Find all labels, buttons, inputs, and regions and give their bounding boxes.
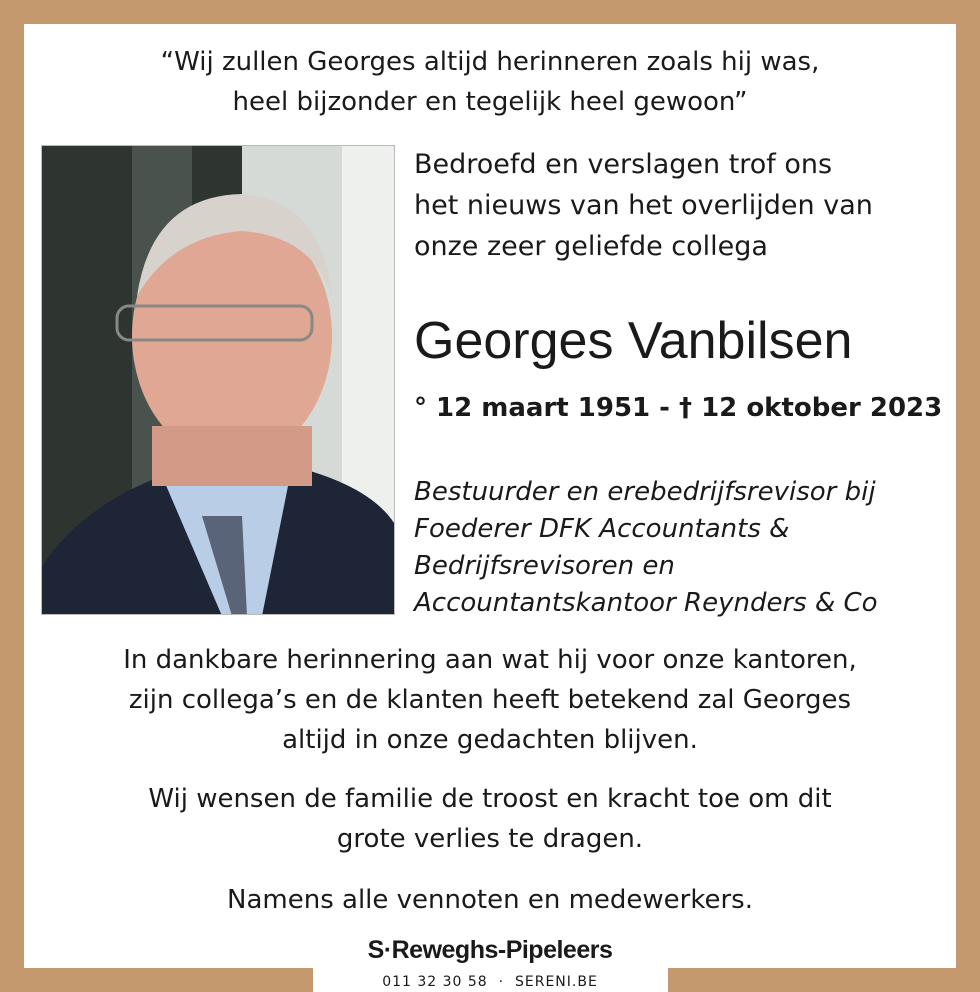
intro-text: [414, 144, 873, 267]
paragraph-line: zijn collega’s en de klanten heeft betekend zal Georges: [128, 685, 852, 715]
paragraph-line: Wij wensen de familie de troost en kracht toe om dit: [148, 784, 832, 814]
signature: Namens alle vennoten en medewerkers.: [227, 885, 753, 915]
intro-line: Bedroefd en verslagen trof ons: [414, 149, 833, 180]
condolence-paragraph: [24, 779, 956, 859]
intro-line: het nieuws van het overlijden van: [414, 190, 873, 221]
role-line: Foederer DFK Accountants &: [414, 514, 790, 544]
paragraph-line: grote verlies te dragen.: [336, 824, 644, 854]
paragraph-line: altijd in onze gedachten blijven.: [282, 725, 698, 755]
phone-number: 011 32 30 58: [382, 974, 488, 990]
portrait-photo: [41, 145, 395, 615]
life-dates: ° 12 maart 1951 - † 12 oktober 2023: [414, 393, 943, 423]
quote-line: heel bijzonder en tegelijk heel gewoon”: [232, 87, 748, 117]
intro-line: onze zeer geliefde collega: [414, 231, 768, 262]
quote: [24, 42, 956, 122]
paragraph-line: In dankbare herinnering aan wat hij voor onze kantoren,: [123, 645, 857, 675]
role-description: [414, 474, 878, 622]
deceased-name: Georges Vanbilsen: [414, 312, 853, 370]
role-line: Bedrijfsrevisoren en: [414, 551, 675, 581]
footer-contact: [300, 974, 680, 990]
role-line: Accountantskantoor Reynders & Co: [414, 588, 878, 618]
funeral-home-logo: S·Reweghs-Pipeleers: [367, 936, 613, 964]
separator: ·: [498, 974, 505, 990]
role-line: Bestuurder en erebedrijfsrevisor bij: [414, 477, 876, 507]
quote-line: “Wij zullen Georges altijd herinneren zoals hij was,: [160, 47, 820, 77]
remembrance-paragraph: [24, 640, 956, 760]
website-link[interactable]: SERENI.BE: [514, 974, 598, 990]
